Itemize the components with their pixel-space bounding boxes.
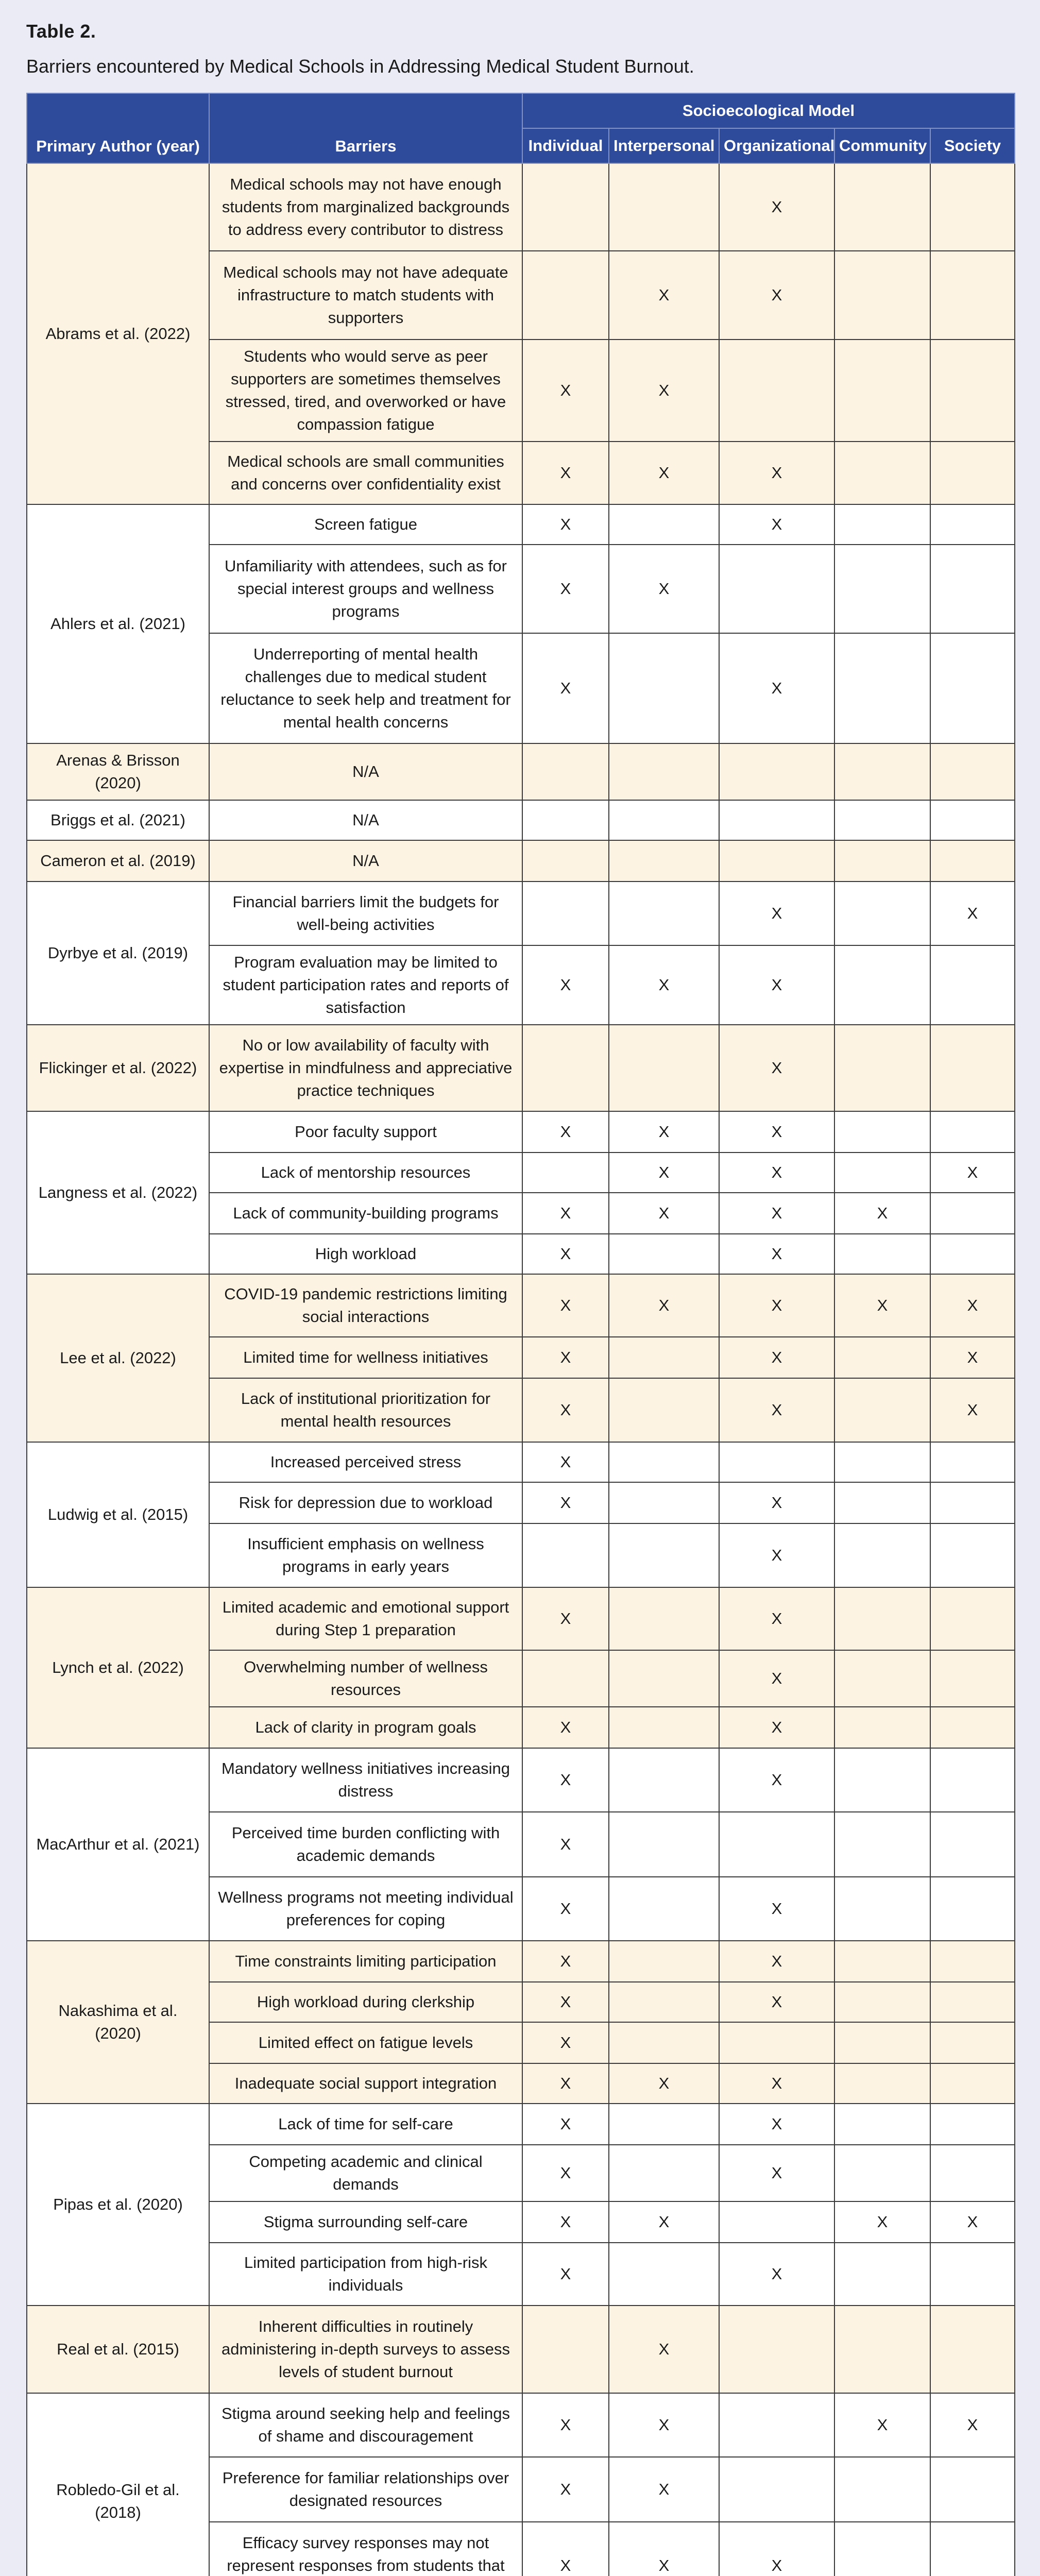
- barrier-cell: Time constraints limiting participation: [209, 1941, 522, 1982]
- mark-cell-interpersonal: [609, 882, 719, 945]
- mark-cell-organizational: X: [719, 1378, 834, 1442]
- author-cell: Ludwig et al. (2015): [27, 1442, 209, 1587]
- mark-cell-society: [930, 633, 1015, 743]
- mark-cell-individual: [522, 1523, 609, 1587]
- mark-cell-organizational: X: [719, 1650, 834, 1707]
- mark-cell-interpersonal: [609, 1337, 719, 1378]
- header-barriers: Barriers: [209, 93, 522, 163]
- mark-cell-society: [930, 2306, 1015, 2393]
- mark-cell-society: X: [930, 1274, 1015, 1337]
- mark-cell-individual: [522, 882, 609, 945]
- barrier-cell: Medical schools may not have adequate infrastructure to match students with supporters: [209, 251, 522, 340]
- mark-cell-organizational: X: [719, 1941, 834, 1982]
- mark-cell-community: [834, 2022, 930, 2063]
- mark-cell-interpersonal: [609, 1025, 719, 1111]
- barrier-cell: Unfamiliarity with attendees, such as for special interest groups and wellness programs: [209, 545, 522, 633]
- mark-cell-society: [930, 2022, 1015, 2063]
- mark-cell-interpersonal: [609, 1812, 719, 1877]
- mark-cell-organizational: [719, 840, 834, 882]
- mark-cell-community: [834, 545, 930, 633]
- mark-cell-interpersonal: [609, 2104, 719, 2145]
- mark-cell-organizational: X: [719, 251, 834, 340]
- table-row: [27, 2104, 1015, 2145]
- table-row: [27, 1274, 1015, 1337]
- mark-cell-individual: X: [522, 2104, 609, 2145]
- mark-cell-organizational: X: [719, 2145, 834, 2201]
- mark-cell-society: X: [930, 2201, 1015, 2243]
- mark-cell-society: [930, 945, 1015, 1025]
- mark-cell-organizational: [719, 2457, 834, 2522]
- mark-cell-organizational: [719, 545, 834, 633]
- mark-cell-community: [834, 882, 930, 945]
- mark-cell-interpersonal: X: [609, 545, 719, 633]
- mark-cell-society: [930, 545, 1015, 633]
- mark-cell-community: [834, 1378, 930, 1442]
- table-row: [27, 1587, 1015, 1650]
- mark-cell-community: X: [834, 2201, 930, 2243]
- mark-cell-organizational: X: [719, 1748, 834, 1812]
- mark-cell-organizational: X: [719, 504, 834, 545]
- mark-cell-individual: X: [522, 1234, 609, 1274]
- mark-cell-community: [834, 743, 930, 800]
- mark-cell-society: [930, 840, 1015, 882]
- mark-cell-society: [930, 2522, 1015, 2576]
- mark-cell-interpersonal: X: [609, 442, 719, 504]
- barrier-cell: Medical schools are small communities and concerns over confidentiality exist: [209, 442, 522, 504]
- mark-cell-community: [834, 163, 930, 251]
- mark-cell-organizational: X: [719, 1274, 834, 1337]
- mark-cell-individual: X: [522, 1378, 609, 1442]
- mark-cell-society: [930, 1982, 1015, 2022]
- mark-cell-organizational: X: [719, 2522, 834, 2576]
- barrier-cell: Wellness programs not meeting individual preferences for coping: [209, 1877, 522, 1941]
- barrier-cell: Inherent difficulties in routinely administering in-depth surveys to assess levels of student burnout: [209, 2306, 522, 2393]
- mark-cell-interpersonal: X: [609, 340, 719, 442]
- mark-cell-organizational: X: [719, 1707, 834, 1748]
- author-cell: Flickinger et al. (2022): [27, 1025, 209, 1111]
- mark-cell-society: [930, 442, 1015, 504]
- table-row: [27, 840, 1015, 882]
- barrier-cell: Limited time for wellness initiatives: [209, 1337, 522, 1378]
- mark-cell-interpersonal: X: [609, 1111, 719, 1153]
- mark-cell-organizational: [719, 2393, 834, 2457]
- author-cell: Nakashima et al. (2020): [27, 1941, 209, 2104]
- mark-cell-society: [930, 1523, 1015, 1587]
- table-row: [27, 163, 1015, 251]
- mark-cell-society: [930, 1482, 1015, 1523]
- mark-cell-individual: X: [522, 340, 609, 442]
- barrier-cell: Stigma around seeking help and feelings of shame and discouragement: [209, 2393, 522, 2457]
- mark-cell-society: [930, 2104, 1015, 2145]
- mark-cell-society: [930, 1587, 1015, 1650]
- mark-cell-society: [930, 2063, 1015, 2104]
- mark-cell-community: [834, 1025, 930, 1111]
- mark-cell-community: [834, 1941, 930, 1982]
- barrier-cell: Program evaluation may be limited to student participation rates and reports of satisfaction: [209, 945, 522, 1025]
- mark-cell-individual: X: [522, 2243, 609, 2306]
- table-row: [27, 1748, 1015, 1812]
- mark-cell-interpersonal: X: [609, 2393, 719, 2457]
- mark-cell-organizational: X: [719, 2063, 834, 2104]
- mark-cell-community: [834, 800, 930, 840]
- mark-cell-interpersonal: [609, 633, 719, 743]
- mark-cell-organizational: [719, 743, 834, 800]
- barrier-cell: High workload: [209, 1234, 522, 1274]
- barrier-cell: Limited effect on fatigue levels: [209, 2022, 522, 2063]
- mark-cell-interpersonal: X: [609, 2522, 719, 2576]
- barrier-cell: Limited academic and emotional support during Step 1 preparation: [209, 1587, 522, 1650]
- mark-cell-organizational: X: [719, 633, 834, 743]
- barrier-cell: Risk for depression due to workload: [209, 1482, 522, 1523]
- author-cell: Robledo-Gil et al. (2018): [27, 2393, 209, 2576]
- mark-cell-organizational: X: [719, 1982, 834, 2022]
- mark-cell-society: [930, 800, 1015, 840]
- mark-cell-individual: X: [522, 545, 609, 633]
- mark-cell-individual: [522, 1025, 609, 1111]
- mark-cell-individual: [522, 1153, 609, 1193]
- mark-cell-interpersonal: [609, 1587, 719, 1650]
- mark-cell-society: [930, 251, 1015, 340]
- mark-cell-individual: X: [522, 1587, 609, 1650]
- barrier-cell: Competing academic and clinical demands: [209, 2145, 522, 2201]
- table-row: [27, 1941, 1015, 1982]
- mark-cell-individual: X: [522, 1941, 609, 1982]
- author-cell: Arenas & Brisson (2020): [27, 743, 209, 800]
- header-level-organizational: Organizational: [719, 128, 834, 163]
- table-row: [27, 800, 1015, 840]
- author-cell: Lynch et al. (2022): [27, 1587, 209, 1748]
- mark-cell-society: [930, 340, 1015, 442]
- mark-cell-individual: X: [522, 442, 609, 504]
- mark-cell-society: [930, 1812, 1015, 1877]
- mark-cell-interpersonal: [609, 1941, 719, 1982]
- barrier-cell: Poor faculty support: [209, 1111, 522, 1153]
- mark-cell-organizational: [719, 340, 834, 442]
- mark-cell-interpersonal: [609, 800, 719, 840]
- mark-cell-individual: X: [522, 1812, 609, 1877]
- mark-cell-community: [834, 2243, 930, 2306]
- header-level-society: Society: [930, 128, 1015, 163]
- table-row: [27, 504, 1015, 545]
- mark-cell-society: [930, 504, 1015, 545]
- mark-cell-society: X: [930, 2393, 1015, 2457]
- mark-cell-organizational: [719, 2022, 834, 2063]
- mark-cell-community: [834, 1111, 930, 1153]
- barrier-cell: Lack of community-building programs: [209, 1193, 522, 1234]
- mark-cell-society: X: [930, 1337, 1015, 1378]
- mark-cell-individual: [522, 800, 609, 840]
- mark-cell-individual: X: [522, 2022, 609, 2063]
- mark-cell-community: [834, 1337, 930, 1378]
- mark-cell-individual: X: [522, 1111, 609, 1153]
- header-level-interpersonal: Interpersonal: [609, 128, 719, 163]
- mark-cell-individual: X: [522, 2145, 609, 2201]
- author-cell: Dyrbye et al. (2019): [27, 882, 209, 1025]
- mark-cell-interpersonal: X: [609, 1274, 719, 1337]
- mark-cell-interpersonal: [609, 2145, 719, 2201]
- mark-cell-community: [834, 2145, 930, 2201]
- mark-cell-interpersonal: [609, 1982, 719, 2022]
- table-row: [27, 1442, 1015, 1482]
- mark-cell-society: X: [930, 882, 1015, 945]
- mark-cell-interpersonal: [609, 840, 719, 882]
- mark-cell-organizational: [719, 1812, 834, 1877]
- mark-cell-individual: X: [522, 1337, 609, 1378]
- mark-cell-organizational: X: [719, 945, 834, 1025]
- mark-cell-organizational: X: [719, 1523, 834, 1587]
- mark-cell-individual: [522, 2306, 609, 2393]
- mark-cell-society: [930, 1707, 1015, 1748]
- mark-cell-community: [834, 340, 930, 442]
- barrier-cell: Underreporting of mental health challenges due to medical student reluctance to seek help and treatment for mental health concerns: [209, 633, 522, 743]
- mark-cell-society: [930, 2145, 1015, 2201]
- mark-cell-individual: [522, 743, 609, 800]
- mark-cell-interpersonal: [609, 1378, 719, 1442]
- mark-cell-community: [834, 840, 930, 882]
- mark-cell-interpersonal: X: [609, 2201, 719, 2243]
- mark-cell-individual: X: [522, 2522, 609, 2576]
- author-cell: Real et al. (2015): [27, 2306, 209, 2393]
- barrier-cell: Lack of institutional prioritization for mental health resources: [209, 1378, 522, 1442]
- mark-cell-interpersonal: [609, 1482, 719, 1523]
- barrier-cell: Students who would serve as peer supporters are sometimes themselves stressed, tired, and overworked or have compassion fatigue: [209, 340, 522, 442]
- mark-cell-interpersonal: X: [609, 251, 719, 340]
- mark-cell-society: X: [930, 1153, 1015, 1193]
- mark-cell-individual: X: [522, 2063, 609, 2104]
- mark-cell-organizational: X: [719, 1193, 834, 1234]
- author-cell: MacArthur et al. (2021): [27, 1748, 209, 1941]
- mark-cell-individual: X: [522, 1982, 609, 2022]
- mark-cell-society: [930, 1193, 1015, 1234]
- mark-cell-individual: X: [522, 2393, 609, 2457]
- mark-cell-interpersonal: [609, 2243, 719, 2306]
- mark-cell-interpersonal: X: [609, 2306, 719, 2393]
- mark-cell-society: X: [930, 1378, 1015, 1442]
- author-cell: Lee et al. (2022): [27, 1274, 209, 1442]
- mark-cell-interpersonal: [609, 743, 719, 800]
- barrier-cell: Mandatory wellness initiatives increasing distress: [209, 1748, 522, 1812]
- author-cell: Pipas et al. (2020): [27, 2104, 209, 2306]
- table-row: [27, 2393, 1015, 2457]
- author-cell: Ahlers et al. (2021): [27, 504, 209, 743]
- mark-cell-community: [834, 1748, 930, 1812]
- mark-cell-organizational: X: [719, 1234, 834, 1274]
- barrier-cell: Medical schools may not have enough students from marginalized backgrounds to address every contributor to distress: [209, 163, 522, 251]
- mark-cell-society: [930, 1234, 1015, 1274]
- mark-cell-interpersonal: X: [609, 2457, 719, 2522]
- mark-cell-society: [930, 2457, 1015, 2522]
- mark-cell-society: [930, 163, 1015, 251]
- mark-cell-interpersonal: [609, 1442, 719, 1482]
- barrier-cell: Insufficient emphasis on wellness programs in early years: [209, 1523, 522, 1587]
- mark-cell-organizational: X: [719, 1111, 834, 1153]
- mark-cell-individual: X: [522, 504, 609, 545]
- mark-cell-individual: [522, 1650, 609, 1707]
- mark-cell-community: [834, 2063, 930, 2104]
- mark-cell-individual: X: [522, 1482, 609, 1523]
- mark-cell-society: [930, 1941, 1015, 1982]
- mark-cell-interpersonal: X: [609, 2063, 719, 2104]
- mark-cell-organizational: [719, 1442, 834, 1482]
- mark-cell-community: [834, 2104, 930, 2145]
- mark-cell-individual: X: [522, 945, 609, 1025]
- mark-cell-community: [834, 1234, 930, 1274]
- mark-cell-individual: X: [522, 1442, 609, 1482]
- mark-cell-organizational: [719, 2306, 834, 2393]
- table-body: [27, 163, 1015, 2576]
- table-row: [27, 1111, 1015, 1153]
- mark-cell-individual: X: [522, 1193, 609, 1234]
- mark-cell-community: X: [834, 2393, 930, 2457]
- mark-cell-society: [930, 1650, 1015, 1707]
- mark-cell-community: [834, 1442, 930, 1482]
- mark-cell-community: [834, 1523, 930, 1587]
- mark-cell-interpersonal: [609, 1748, 719, 1812]
- barrier-cell: High workload during clerkship: [209, 1982, 522, 2022]
- author-cell: Briggs et al. (2021): [27, 800, 209, 840]
- mark-cell-community: [834, 1482, 930, 1523]
- header-level-individual: Individual: [522, 128, 609, 163]
- mark-cell-organizational: X: [719, 163, 834, 251]
- mark-cell-community: [834, 1812, 930, 1877]
- barrier-cell: Lack of time for self-care: [209, 2104, 522, 2145]
- header-level-community: Community: [834, 128, 930, 163]
- barrier-cell: Overwhelming number of wellness resources: [209, 1650, 522, 1707]
- mark-cell-organizational: X: [719, 2243, 834, 2306]
- mark-cell-community: [834, 1587, 930, 1650]
- mark-cell-individual: [522, 163, 609, 251]
- author-cell: Cameron et al. (2019): [27, 840, 209, 882]
- barrier-cell: COVID-19 pandemic restrictions limiting social interactions: [209, 1274, 522, 1337]
- mark-cell-community: [834, 1707, 930, 1748]
- mark-cell-community: [834, 504, 930, 545]
- mark-cell-organizational: X: [719, 1587, 834, 1650]
- barrier-cell: No or low availability of faculty with expertise in mindfulness and appreciative practice techniques: [209, 1025, 522, 1111]
- mark-cell-community: [834, 2306, 930, 2393]
- author-cell: Langness et al. (2022): [27, 1111, 209, 1274]
- mark-cell-organizational: X: [719, 2104, 834, 2145]
- author-cell: Abrams et al. (2022): [27, 163, 209, 504]
- mark-cell-community: [834, 945, 930, 1025]
- mark-cell-individual: X: [522, 1707, 609, 1748]
- table-caption: Barriers encountered by Medical Schools in Addressing Medical Student Burnout.: [26, 56, 694, 77]
- mark-cell-society: [930, 2243, 1015, 2306]
- mark-cell-individual: [522, 840, 609, 882]
- barrier-cell: Perceived time burden conflicting with academic demands: [209, 1812, 522, 1877]
- mark-cell-organizational: [719, 2201, 834, 2243]
- mark-cell-society: [930, 1025, 1015, 1111]
- mark-cell-society: [930, 1111, 1015, 1153]
- mark-cell-interpersonal: X: [609, 945, 719, 1025]
- mark-cell-organizational: X: [719, 882, 834, 945]
- barriers-table: [26, 93, 1015, 2576]
- mark-cell-community: [834, 1650, 930, 1707]
- table-row: [27, 2306, 1015, 2393]
- barrier-cell: Screen fatigue: [209, 504, 522, 545]
- mark-cell-community: [834, 442, 930, 504]
- mark-cell-individual: X: [522, 1748, 609, 1812]
- mark-cell-interpersonal: [609, 1523, 719, 1587]
- barrier-cell: Increased perceived stress: [209, 1442, 522, 1482]
- mark-cell-organizational: X: [719, 1877, 834, 1941]
- mark-cell-interpersonal: X: [609, 1193, 719, 1234]
- mark-cell-interpersonal: [609, 1707, 719, 1748]
- mark-cell-community: [834, 633, 930, 743]
- barrier-cell: Lack of mentorship resources: [209, 1153, 522, 1193]
- barrier-cell: Stigma surrounding self-care: [209, 2201, 522, 2243]
- mark-cell-community: [834, 2457, 930, 2522]
- mark-cell-community: X: [834, 1274, 930, 1337]
- header-primary-author: Primary Author (year): [27, 93, 209, 163]
- mark-cell-organizational: X: [719, 1337, 834, 1378]
- mark-cell-community: [834, 1877, 930, 1941]
- mark-cell-organizational: X: [719, 1482, 834, 1523]
- mark-cell-community: X: [834, 1193, 930, 1234]
- table-row: [27, 882, 1015, 945]
- barrier-cell: Limited participation from high-risk individuals: [209, 2243, 522, 2306]
- barrier-cell: Financial barriers limit the budgets for well-being activities: [209, 882, 522, 945]
- table-label: Table 2.: [26, 21, 96, 42]
- mark-cell-society: [930, 743, 1015, 800]
- barrier-cell: Efficacy survey responses may not represent responses from students that: [209, 2522, 522, 2576]
- mark-cell-organizational: X: [719, 442, 834, 504]
- mark-cell-community: [834, 251, 930, 340]
- mark-cell-interpersonal: [609, 2022, 719, 2063]
- mark-cell-individual: X: [522, 633, 609, 743]
- mark-cell-individual: X: [522, 1274, 609, 1337]
- barrier-cell: N/A: [209, 800, 522, 840]
- mark-cell-interpersonal: X: [609, 1153, 719, 1193]
- mark-cell-interpersonal: [609, 163, 719, 251]
- table-row: [27, 1025, 1015, 1111]
- mark-cell-organizational: [719, 800, 834, 840]
- barrier-cell: Preference for familiar relationships over designated resources: [209, 2457, 522, 2522]
- mark-cell-individual: X: [522, 2457, 609, 2522]
- mark-cell-interpersonal: [609, 1234, 719, 1274]
- barrier-cell: Lack of clarity in program goals: [209, 1707, 522, 1748]
- header-socioecological-model: Socioecological Model: [522, 93, 1015, 128]
- mark-cell-society: [930, 1442, 1015, 1482]
- mark-cell-individual: X: [522, 1877, 609, 1941]
- barrier-cell: Inadequate social support integration: [209, 2063, 522, 2104]
- mark-cell-organizational: X: [719, 1153, 834, 1193]
- mark-cell-society: [930, 1877, 1015, 1941]
- mark-cell-society: [930, 1748, 1015, 1812]
- mark-cell-interpersonal: [609, 504, 719, 545]
- mark-cell-community: [834, 2522, 930, 2576]
- mark-cell-community: [834, 1153, 930, 1193]
- barrier-cell: N/A: [209, 840, 522, 882]
- mark-cell-individual: [522, 251, 609, 340]
- barrier-cell: N/A: [209, 743, 522, 800]
- mark-cell-interpersonal: [609, 1650, 719, 1707]
- mark-cell-individual: X: [522, 2201, 609, 2243]
- mark-cell-community: [834, 1982, 930, 2022]
- mark-cell-interpersonal: [609, 1877, 719, 1941]
- mark-cell-organizational: X: [719, 1025, 834, 1111]
- table-row: [27, 743, 1015, 800]
